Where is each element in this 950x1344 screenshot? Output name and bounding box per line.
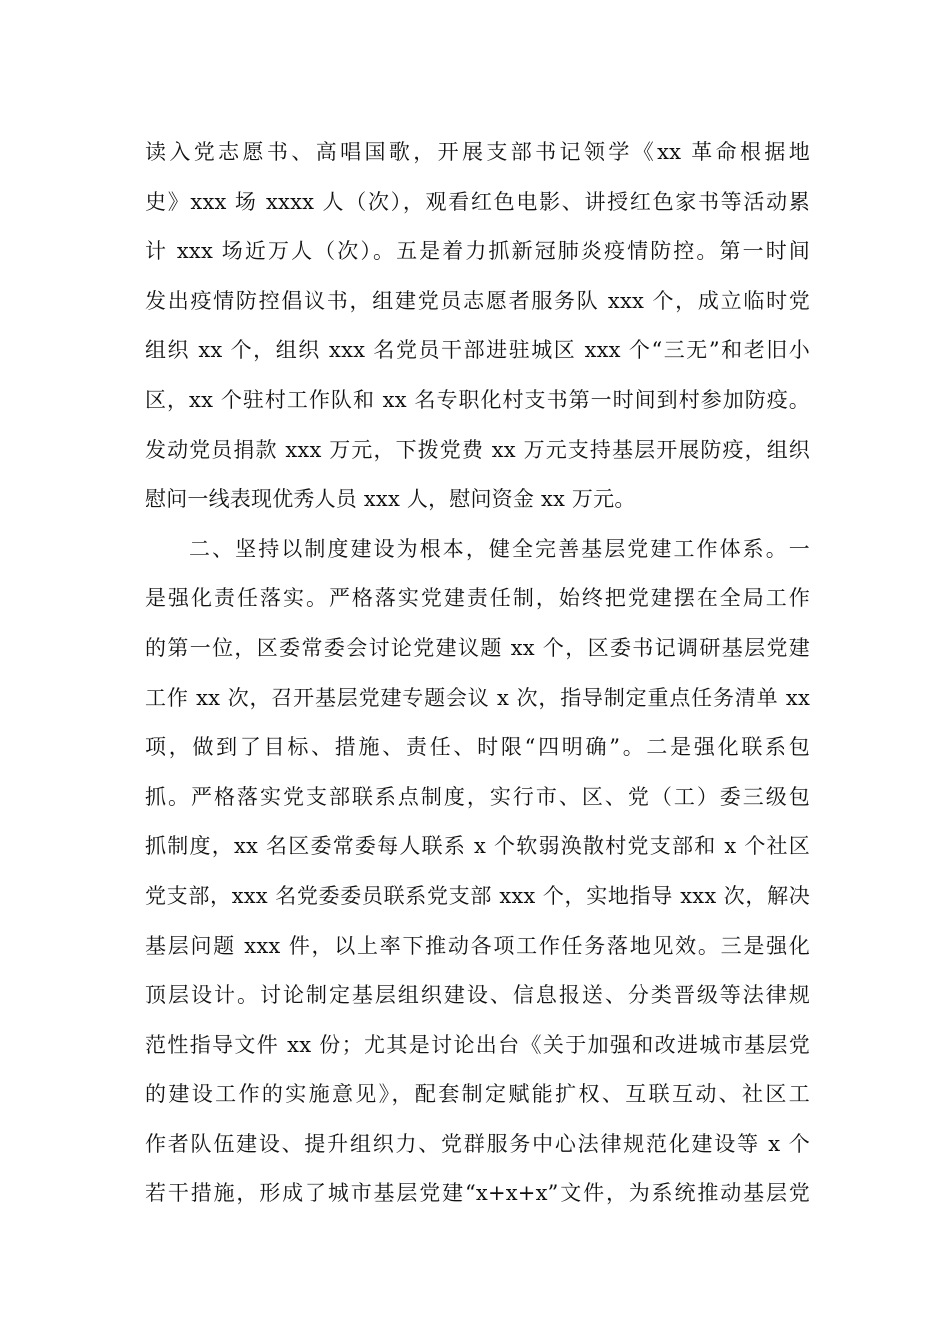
text-line: 组织 xx 个，组织 xxx 名党员干部进驻城区 xxx 个“三无”和老旧小 [145, 338, 810, 363]
text-line: 的第一位，区委常委会讨论党建议题 xx 个，区委书记调研基层党建 [145, 635, 810, 660]
text-line: 的建设工作的实施意见》，配套制定赋能扩权、互联互动、社区工 [145, 1082, 810, 1107]
text-line: 是强化责任落实。严格落实党建责任制，始终把党建摆在全局工作 [145, 586, 810, 611]
text-line: 史》xxx 场 xxxx 人（次），观看红色电影、讲授红色家书等活动累 [145, 189, 810, 214]
text-line: 发出疫情防控倡议书，组建党员志愿者服务队 xxx 个，成立临时党 [145, 288, 810, 313]
document-body [145, 128, 810, 1219]
text-line: 基层问题 xxx 件，以上率下推动各项工作任务落地见效。三是强化 [145, 933, 810, 958]
text-line: 抓。严格落实党支部联系点制度，实行市、区、党（工）委三级包 [145, 784, 810, 809]
text-line: 党支部，xxx 名党委委员联系党支部 xxx 个，实地指导 xxx 次，解决 [145, 883, 810, 908]
text-line: 范性指导文件 xx 份；尤其是讨论出台《关于加强和改进城市基层党 [145, 1032, 810, 1057]
text-line: 顶层设计。讨论制定基层组织建设、信息报送、分类晋级等法律规 [145, 983, 810, 1008]
text-line: 读入党志愿书、高唱国歌，开展支部书记领学《xx 革命根据地 [145, 140, 810, 164]
text-line: 抓制度，xx 名区委常委每人联系 x 个软弱涣散村党支部和 x 个社区 [145, 834, 810, 859]
text-line: 计 xxx 场近万人（次）。五是着力抓新冠肺炎疫情防控。第一时间 [145, 239, 810, 264]
text-line: 区，xx 个驻村工作队和 xx 名专职化村支书第一时间到村参加防疫。 [145, 387, 810, 412]
text-line: 慰问一线表现优秀人员 xxx 人，慰问资金 xx 万元。 [145, 487, 636, 512]
paragraph-heading-line: 二、坚持以制度建设为根本，健全完善基层党建工作体系。一 [189, 536, 810, 561]
text-line: 作者队伍建设、提升组织力、党群服务中心法律规范化建设等 x 个 [145, 1131, 810, 1156]
text-line: 项，做到了目标、措施、责任、时限“四明确”。二是强化联系包 [145, 735, 810, 760]
text-line: 发动党员捐款 xxx 万元，下拨党费 xx 万元支持基层开展防疫，组织 [145, 437, 810, 462]
text-line: 若干措施，形成了城市基层党建“x+x+x”文件，为系统推动基层党 [145, 1181, 810, 1206]
text-line: 工作 xx 次，召开基层党建专题会议 x 次，指导制定重点任务清单 xx [145, 685, 810, 710]
